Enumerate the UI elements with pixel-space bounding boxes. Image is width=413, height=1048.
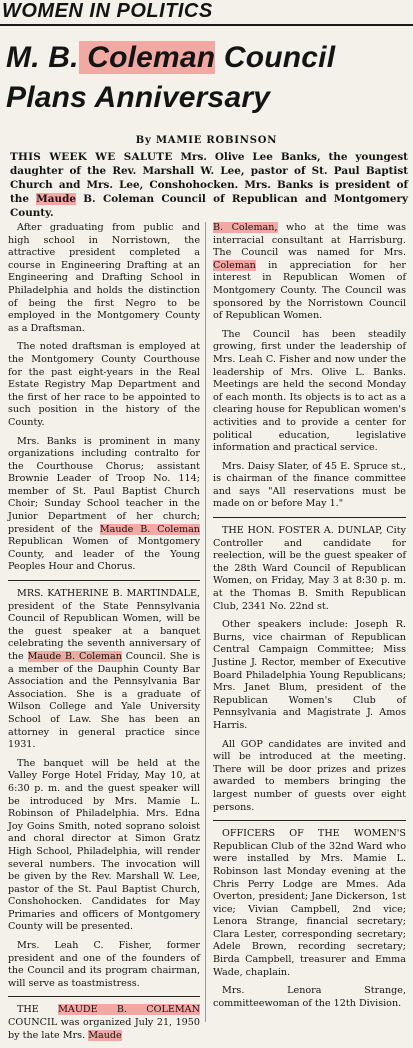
left-p4-text: MRS. KATHERINE B. MARTINDALE, president of the State Pennsylvania Council of Republican Women, will be the guest speaker at a banquet celebrating the seventh anniversary of the — [8, 588, 200, 662]
left-p3-text: Mrs. Banks is prominent in many organizations including contralto for the Courthouse Chorus; assistant Brownie Leader of Troop No. 114; member of St. Paul Baptist Church Choir; Sunday School teacher in the Junior Department of her church; president of the — [8, 435, 200, 535]
headline-initials: M. B. — [6, 41, 79, 74]
left-paragraph-3 — [8, 436, 200, 575]
left-p7-highlight-2: Maude — [88, 1029, 122, 1041]
lead-caps: THIS WEEK WE SALUTE — [10, 151, 173, 163]
left-paragraph-7 — [8, 1004, 200, 1042]
column-divider — [205, 222, 206, 1022]
left-paragraph-4 — [8, 588, 200, 752]
left-paragraph-2: The noted draftsman is employed at the Montgomery County Courthouse for the past eight-years in the Real Estate Registry Map Department and the first of her race to be appointed to such position in the history of the County. — [8, 341, 200, 428]
headline — [6, 38, 411, 118]
right-paragraph-8: Mrs. Lenora Strange, committeewoman of the 12th Division. — [213, 985, 406, 1009]
right-paragraph-5: Other speakers include: Joseph R. Burns, vice chairman of Republican Central Campaign Committee; Miss Justine J. Rector, member of Executive Board Philadelphia Young Republicans; Mrs. Janet Blum, president of the Republican Women's Club of Pennsylvania and Magistrate J. Amos Harris. — [213, 619, 406, 731]
section-label: WOMEN IN POLITICS — [2, 0, 213, 22]
right-paragraph-4: THE HON. FOSTER A. DUNLAP, City Controller and candidate for reelection, will be the guest speaker of the 28th Ward Council of Republican Women, on Friday, May 3 at 8:30 p. m. at the Thomas B. Smith Republican Club, 2341 No. 22nd st. — [213, 525, 406, 612]
right-paragraph-1 — [213, 222, 406, 323]
lead-paragraph — [10, 150, 408, 220]
right-p1-highlight-2: Coleman — [213, 259, 256, 271]
right-paragraph-2: The Council has been steadily growing, first under the leadership of Mrs. Leah C. Fisher and now under the leadership of Mrs. Olive L. Banks. Meetings are held the second Monday of each month. Its objects is to act as a clearing house for Republican women's activities and to provide a center for political education, legislative information and practical service. — [213, 328, 406, 454]
left-column — [8, 222, 200, 1048]
left-p3-highlight: Maude B. Coleman — [99, 523, 200, 535]
byline: By MAMIE ROBINSON — [135, 135, 278, 146]
headline-highlight: Coleman — [78, 41, 216, 74]
right-column-rule-2 — [213, 820, 406, 821]
headline-tail: Council — [215, 41, 336, 74]
right-paragraph-6: All GOP candidates are invited and will be introduced at the meeting. There will be door prizes and prizes awarded to members bringing the largest number of guests over eight persons. — [213, 738, 406, 813]
headline-line-1 — [6, 38, 411, 78]
right-p1-text: who at the time was interracial consultant at Harrisburg. The Council was named for Mrs. — [213, 222, 406, 259]
section-rule — [0, 24, 413, 26]
right-paragraph-7: OFFICERS OF THE WOMEN'S Republican Club of the 32nd Ward who were installed by Mrs. Mamie L. Robinson last Monday evening at the Chris Perry Lodge are Mmes. Ada Overton, president; Jane Dickerson, 1st vice; Vivian Campbell, 2nd vice; Lenora Strange, financial secretary; Clara Lester, corresponding secretary; Adele Brown, recording secretary; Birda Campbell, treasurer and Emma Wade, chaplain. — [213, 828, 406, 978]
left-paragraph-1: After graduating from public and high school in Norristown, the attractive president completed a course in Engineering Drafting at an Engineering and Drafting School in Philadelphia and holds the distinction of being the first Negro to be employed in the Montgomery County as a Draftsman. — [8, 222, 200, 334]
left-p7-text: THE — [17, 1004, 59, 1016]
left-paragraph-5: The banquet will be held at the Valley Forge Hotel Friday, May 10, at 6:30 p. m. and the guest speaker will be introduced by Mrs. Mamie L. Robinson of Philadelphia. Mrs. Edna Joy Goins Smith, noted soprano soloist and choral director at Simon Gratz High School, Philadelphia, will render several numbers. The invocation will be given by the Rev. Marshall W. Lee, pastor of the St. Paul Baptist Church, Conshohocken. Candidates for May Primaries and officers of Montgomery County will be presented. — [8, 757, 200, 933]
right-paragraph-3: Mrs. Daisy Slater, of 45 E. Spruce st., is chairman of the finance committee and says "All reservations must be made on or before May 1." — [213, 460, 406, 510]
right-column-rule-1 — [213, 517, 406, 518]
lead-text-a: Mrs. Olive Lee Banks, the youngest daughter of the Rev. Marshall W. Lee, pastor of St. Paul Baptist Church and Mrs. Lee, Conshohocken. Mrs. Banks is president of the — [10, 151, 408, 205]
left-column-rule-1 — [8, 580, 200, 581]
left-p7-tail: COUNCIL was organized July 21, 1950 by the late Mrs. — [8, 1017, 200, 1041]
lead-text-b: B. Coleman Council of Republican and Montgomery County. — [10, 193, 408, 219]
right-p1-tail: in appreciation for her interest in Republican Women of Montgomery County. The Council was sponsored by the Norristown Council of Republican Women. — [213, 259, 406, 322]
left-paragraph-6: Mrs. Leah C. Fisher, former president and one of the founders of the Council and its program chairman, will serve as toastmistress. — [8, 940, 200, 989]
left-p3-tail: Republican Women of Montgomery County, and leader of the Young Peoples Hour and Chorus. — [8, 536, 200, 573]
left-p4-highlight: Maude B. Coleman — [27, 651, 122, 662]
right-column — [213, 222, 406, 1016]
lead-highlight: Maude — [36, 193, 76, 205]
left-p4-tail: Council. She is a member of the Dauphin County Bar Association and the Pennsylvania Bar Association. She is a graduate of Wilson College and Yale University School of Law. She has been an attorney in general practice since 1931. — [8, 651, 201, 751]
left-p7-highlight: MAUDE B. COLEMAN — [58, 1004, 200, 1016]
headline-line-2: Plans Anniversary — [6, 81, 271, 114]
right-p1-highlight: B. Coleman, — [213, 222, 278, 233]
left-column-rule-2 — [8, 996, 200, 997]
